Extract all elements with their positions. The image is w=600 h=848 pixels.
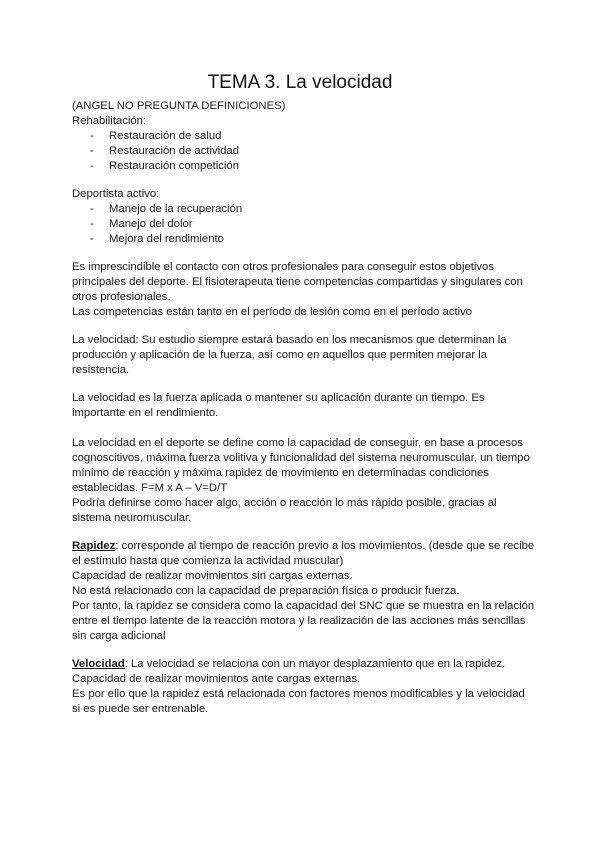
list-dash: - — [90, 233, 94, 245]
text-line: Por tanto, la rapidez se considera como la capacidad del SNC que se muestra en la relación — [72, 600, 535, 612]
text-line: Es imprescindible el contacto con otros profesionales para conseguir estos objetivos — [72, 261, 494, 273]
text-line: La velocidad es la fuerza aplicada o mantener su aplicación durante un tiempo. Es — [72, 392, 485, 404]
list-dash: - — [90, 160, 94, 172]
text-line: otros profesionales. — [72, 291, 171, 303]
paragraph-velocidad-deporte — [72, 436, 532, 526]
text-line: si es puede ser entrenable. — [72, 703, 209, 715]
text-line: No está relacionado con la capacidad de preparación física o producir fuerza. — [72, 585, 460, 597]
list-item: - Manejo de la recuperación — [90, 203, 243, 215]
rehab-heading: Rehabilitación: — [72, 115, 147, 127]
rapidez-first-line: Rapidez: corresponde al tiempo de reacción previo a los movimientos. (desde que se recibe — [72, 540, 535, 552]
text-line: entre el tiempo latente de la reacción motora y la realización de las acciones más sencillas — [72, 615, 526, 627]
intro-section — [72, 99, 532, 174]
paragraph-velocidad-estudio — [72, 333, 532, 378]
list-dash: - — [90, 130, 94, 142]
text-line: mínimo de reacción y máxima rapidez de movimiento en determinadas condiciones — [72, 467, 489, 479]
rehab-list — [72, 129, 532, 174]
note-line: (ANGEL NO PREGUNTA DEFINICIONES) — [72, 100, 286, 112]
athlete-list — [72, 202, 532, 247]
paragraph-professionals — [72, 260, 532, 320]
athlete-heading: Deportista activo: — [72, 188, 160, 200]
velocidad-first-line: Velocidad: La velocidad se relaciona con un mayor desplazamiento que en la rapidez. — [72, 658, 506, 670]
athlete-section — [72, 187, 532, 247]
text-line: Es por ello que la rapidez está relacionada con factores menos modificables y la velocidad — [72, 688, 525, 700]
list-item: - Restauración competición — [90, 160, 239, 172]
paragraph-velocidad-fuerza — [72, 391, 532, 421]
text-line: el estímulo hasta que comienza la actividad muscular) — [72, 555, 344, 567]
list-item: - Restauración de salud — [90, 130, 222, 142]
text-line: importante en el rendimiento. — [72, 407, 219, 419]
text-line: cognoscitivos, máxima fuerza volitiva y funcionalidad del sistema neuromuscular, un tiempo — [72, 452, 530, 464]
page-title: TEMA 3. La velocidad — [207, 72, 393, 93]
list-dash: - — [90, 218, 94, 230]
text-line: La velocidad: Su estudio siempre estará basado en los mecanismos que determinan la — [72, 334, 507, 346]
text-line: resistencia. — [72, 364, 130, 376]
section-rapidez — [72, 539, 535, 644]
section-velocidad — [72, 657, 532, 717]
list-dash: - — [90, 203, 94, 215]
text-line: sistema neuromuscular. — [72, 512, 192, 524]
text-line: principales del deporte. El fisioterapeuta tiene competencias compartidas y singulares con — [72, 276, 523, 288]
list-item: - Restauración de actividad — [90, 145, 239, 157]
text-line: sin carga adicional — [72, 630, 166, 642]
rapidez-term: Rapidez — [72, 540, 116, 552]
velocidad-term: Velocidad — [72, 658, 125, 670]
text-line: Las competencias están tanto en el período de lesión como en el período activo — [72, 306, 473, 318]
text-line: La velocidad en el deporte se define como la capacidad de conseguir, en base a procesos — [72, 437, 523, 449]
list-item: - Manejo del dolor — [90, 218, 193, 230]
text-line: establecidas. F=M x A – V=D/T — [72, 482, 228, 494]
text-line: producción y aplicación de la fuerza, así como en aquellos que permiten mejorar la — [72, 349, 488, 361]
list-item: - Mejora del rendimiento — [90, 233, 224, 245]
text-line: Capacidad de realizar movimientos ante cargas externas. — [72, 673, 361, 685]
text-line: Podría definirse como hacer algo, acción o reacción lo más rápido posible, gracias al — [72, 497, 497, 509]
text-line: Capacidad de realizar movimientos sin cargas externas. — [72, 570, 353, 582]
list-dash: - — [90, 145, 94, 157]
